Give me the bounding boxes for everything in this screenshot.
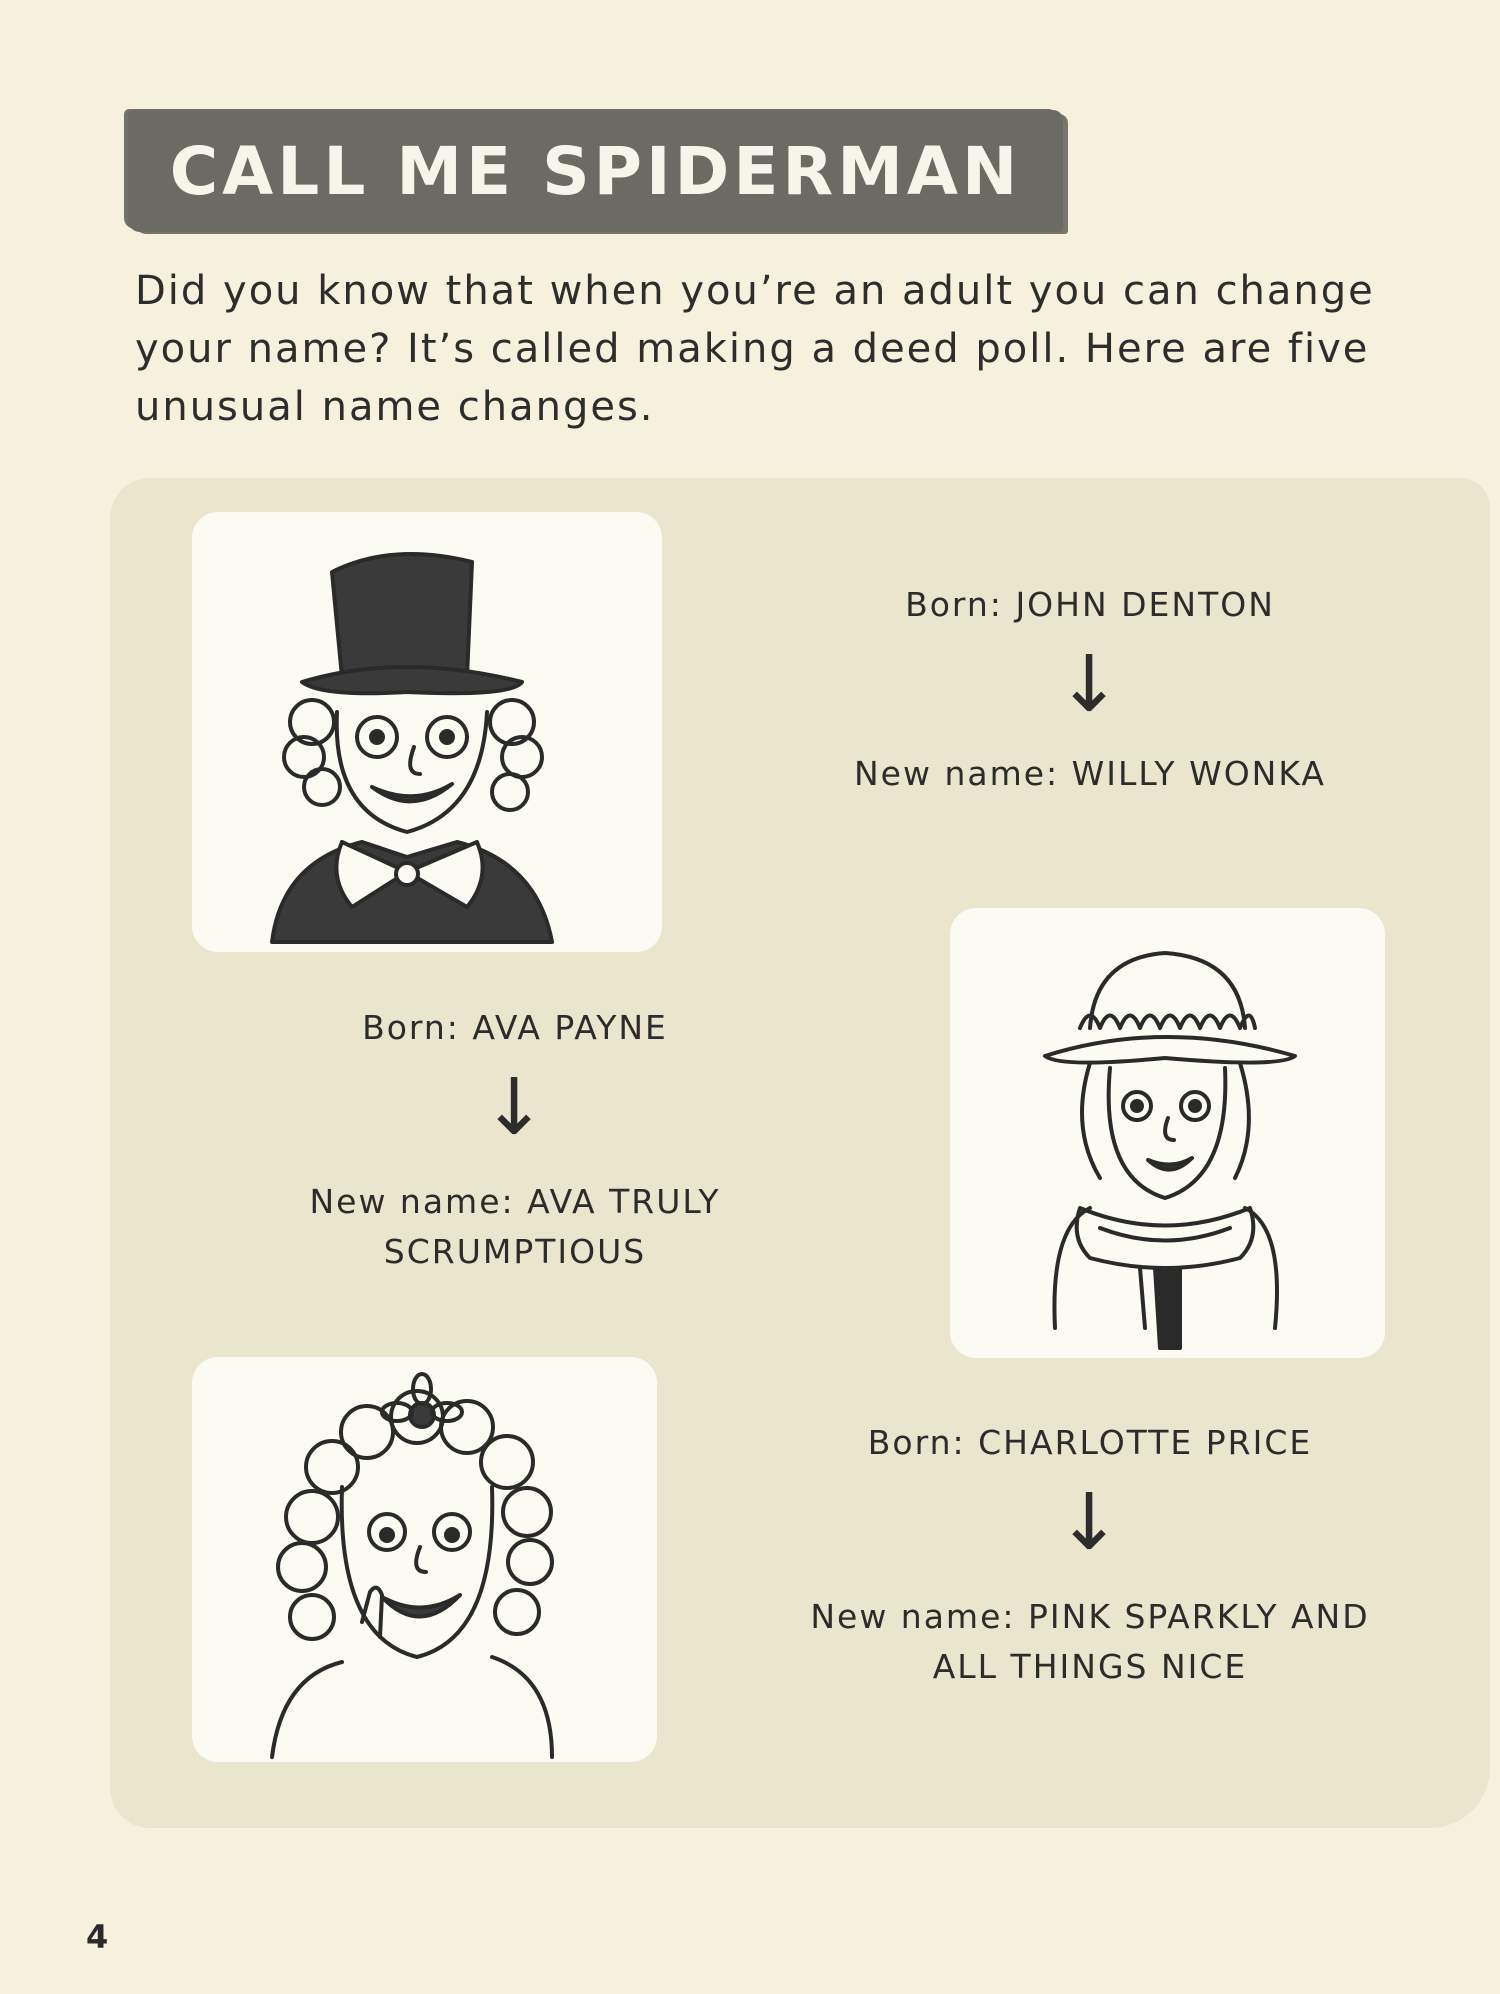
born-name: AVA PAYNE xyxy=(472,1008,668,1047)
top-hat-character-illustration xyxy=(192,512,662,952)
born-label: Born: xyxy=(905,585,1003,624)
down-arrow-icon: ↓ xyxy=(1056,1478,1124,1568)
curly-hair-portrait xyxy=(192,1357,657,1762)
intro-paragraph: Did you know that when you’re an adult you can change your name? It’s called making a deed poll. Here are five unusual name changes. xyxy=(135,268,1375,430)
bucket-hat-portrait xyxy=(950,908,1385,1358)
down-arrow-icon: ↓ xyxy=(1056,640,1124,730)
born-name: CHARLOTTE PRICE xyxy=(978,1423,1313,1462)
page-number: 4 xyxy=(86,1918,109,1956)
new-name-line xyxy=(790,754,1390,793)
born-line xyxy=(215,1008,815,1047)
new-name-label: New name: xyxy=(309,1182,515,1221)
born-line xyxy=(790,1423,1390,1462)
page-title: CALL ME SPIDERMAN xyxy=(169,132,1022,210)
born-name: JOHN DENTON xyxy=(1015,585,1275,624)
new-name-value: WILLY WONKA xyxy=(1071,754,1326,793)
new-name-value: AVA TRULY SCRUMPTIOUS xyxy=(383,1182,721,1271)
name-change-entry-1 xyxy=(790,585,1390,793)
hat-scarf-character-illustration xyxy=(950,908,1385,1358)
down-arrow-icon: ↓ xyxy=(481,1063,549,1153)
born-label: Born: xyxy=(362,1008,460,1047)
name-change-entry-2 xyxy=(215,1008,815,1277)
new-name-line xyxy=(235,1177,795,1277)
name-change-entry-3 xyxy=(790,1423,1390,1692)
new-name-line xyxy=(810,1592,1370,1692)
new-name-label: New name: xyxy=(810,1597,1016,1636)
new-name-label: New name: xyxy=(854,754,1060,793)
born-label: Born: xyxy=(867,1423,966,1462)
new-name-value: PINK SPARKLY AND ALL THINGS NICE xyxy=(932,1597,1370,1686)
born-line xyxy=(790,585,1390,624)
title-banner xyxy=(128,110,1063,232)
top-hat-portrait xyxy=(192,512,662,952)
curly-hair-character-illustration xyxy=(192,1357,657,1762)
